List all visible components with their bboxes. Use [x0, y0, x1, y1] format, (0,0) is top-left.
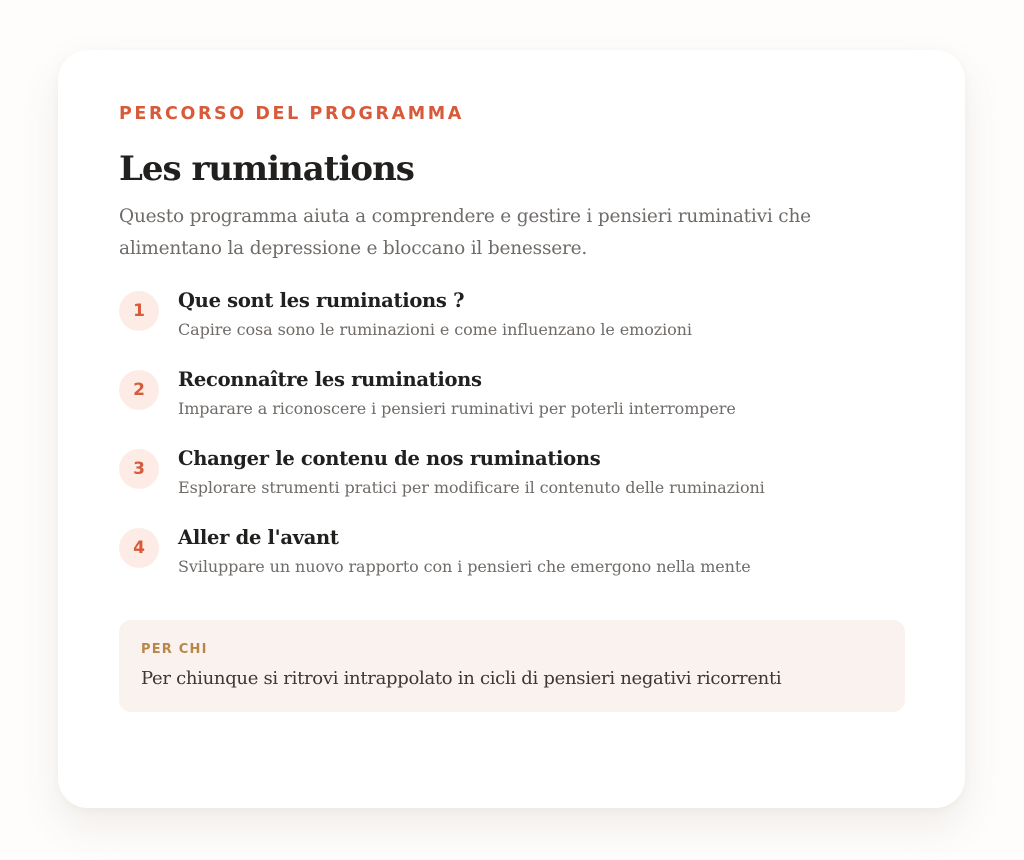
step-item-3: [119, 445, 905, 524]
step-description: Imparare a riconoscere i pensieri ruminativi per poterli interrompere: [178, 399, 736, 418]
step-title: Que sont les ruminations ?: [178, 289, 465, 312]
program-intro: Questo programma aiuta a comprendere e gestire i pensieri ruminativi che alimentano la depressione e bloccano il benessere.: [119, 206, 811, 259]
program-card: [58, 50, 965, 808]
step-title: Reconnaître les ruminations: [178, 368, 482, 391]
step-body: [178, 366, 736, 421]
step-number-badge: 2: [119, 370, 159, 410]
step-number-badge: 3: [119, 449, 159, 489]
step-description: Sviluppare un nuovo rapporto con i pensieri che emergono nella mente: [178, 557, 751, 576]
audience-text: Per chiunque si ritrovi intrappolato in cicli di pensieri negativi ricorrenti: [141, 668, 782, 689]
program-title: Les ruminations: [119, 149, 414, 189]
step-body: [178, 287, 692, 342]
step-body: [178, 524, 751, 579]
step-list: [119, 287, 905, 603]
audience-label: PER CHI: [141, 642, 208, 657]
step-title: Changer le contenu de nos ruminations: [178, 447, 601, 470]
step-description: Esplorare strumenti pratici per modificare il contenuto delle ruminazioni: [178, 478, 765, 497]
step-number-badge: 1: [119, 291, 159, 331]
audience-box: [119, 620, 905, 712]
step-number-badge: 4: [119, 528, 159, 568]
step-description: Capire cosa sono le ruminazioni e come influenzano le emozioni: [178, 320, 692, 339]
section-eyebrow: PERCORSO DEL PROGRAMMA: [119, 104, 464, 124]
step-body: [178, 445, 765, 500]
step-item-1: [119, 287, 905, 366]
step-item-4: [119, 524, 905, 603]
step-item-2: [119, 366, 905, 445]
step-title: Aller de l'avant: [178, 526, 339, 549]
